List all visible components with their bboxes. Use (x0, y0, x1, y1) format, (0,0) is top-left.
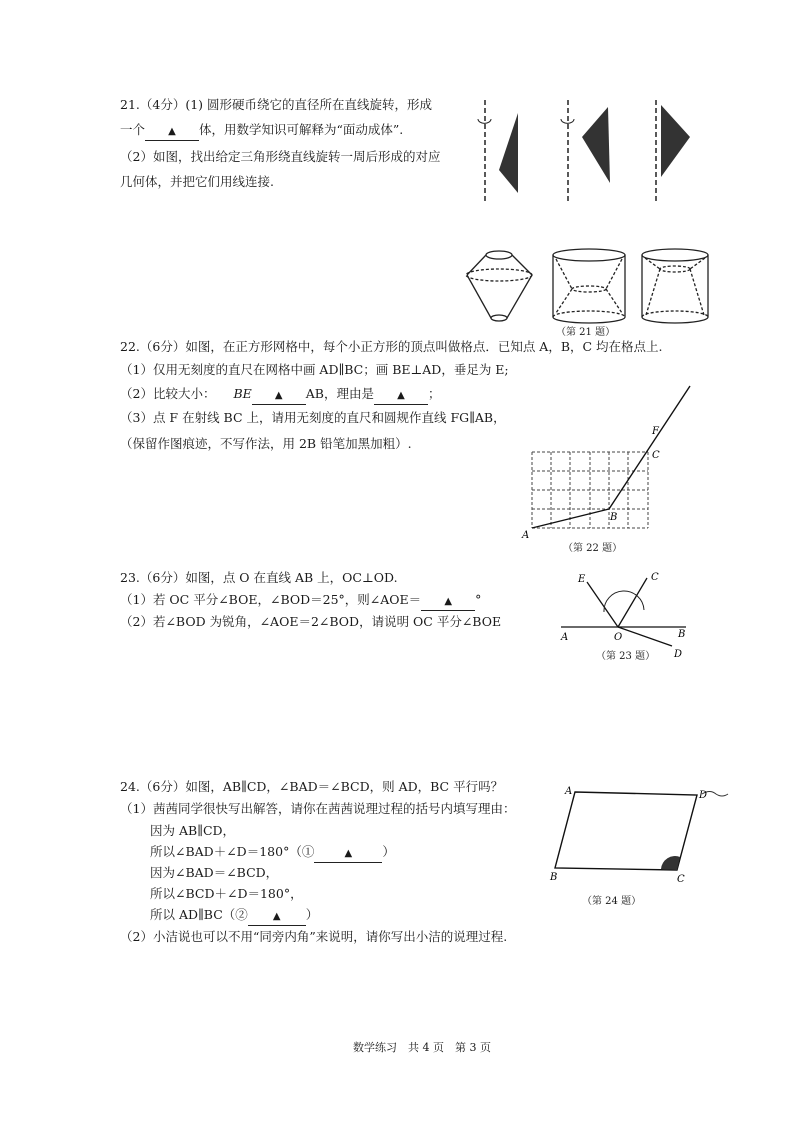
q22-label-a: A (522, 530, 530, 541)
q24-line7-end: ） (305, 907, 319, 922)
q22-ray-bc (609, 386, 690, 509)
q24-line1: 24.（6分）如图，AB∥CD，∠BAD＝∠BCD，则 AD，BC 平行吗？ (120, 779, 504, 794)
q23-label-o: O (614, 632, 623, 643)
q21-triangle-3[interactable] (656, 100, 690, 203)
q21-line4: 几何体，并把它们用线连接. (120, 174, 274, 189)
q23-line2 (120, 592, 481, 611)
q24-label-a: A (565, 786, 573, 797)
q21-solid-3[interactable] (642, 249, 708, 323)
page-footer: 数学练习 共 4 页 第 3 页 (353, 1041, 491, 1054)
q22-line1: 22.（6分）如图，在正方形网格中，每个小正方形的顶点叫做格点．已知点 A，B，C 均在格点上. (120, 339, 663, 354)
q23-answer-blank[interactable] (421, 592, 475, 611)
q23-label-d: D (674, 649, 683, 660)
q23-label-c: C (651, 572, 659, 583)
q21-triangle-1[interactable] (478, 100, 518, 203)
q21-line1: 21.（4分）(1) 圆形硬币绕它的直径所在直线旋转，形成 (120, 97, 433, 112)
q23-label-a: A (561, 632, 569, 643)
q21-solid-1[interactable] (466, 251, 532, 321)
q22-line3-be: BE (233, 386, 252, 401)
q24-label-d: D (699, 790, 708, 801)
q22-label-b: B (610, 512, 618, 523)
q21-solids-figure (462, 245, 717, 330)
q21-line2-start: 一个 (120, 122, 146, 137)
q24-reason2-blank[interactable] (248, 907, 306, 926)
q22-line4: （3）点 F 在射线 BC 上，请用无刻度的直尺和圆规作直线 FG∥AB， (120, 410, 506, 425)
q22-line3-end: ； (427, 386, 441, 401)
q24-figure[interactable] (545, 782, 735, 885)
q23-ray-od (618, 627, 672, 646)
q22-caption: （第 22 题） (563, 543, 623, 554)
q24-caption: （第 24 题） (582, 896, 642, 907)
q24-angle-c-mark (661, 856, 680, 870)
q22-segment-ab (532, 509, 609, 528)
q24-line6: 所以∠BCD＋∠D＝180°， (150, 886, 303, 901)
q22-line2: （1）仅用无刻度的直尺在网格中画 AD∥BC；画 BE⊥AD，垂足为 E; (120, 362, 509, 377)
q21-answer-blank[interactable] (145, 122, 199, 141)
q21-line3: （2）如图，找出给定三角形绕直线旋转一周后形成的对应 (120, 149, 441, 164)
q21-solid-2[interactable] (553, 249, 625, 323)
q22-label-f: F (652, 426, 659, 437)
q24-line5: 因为∠BAD＝∠BCD， (150, 865, 279, 880)
q22-compare-blank[interactable] (252, 386, 306, 405)
q22-label-c: C (652, 450, 660, 461)
q23-line2-end: ° (475, 592, 482, 607)
q24-line4-start: 所以∠BAD＋∠D＝180°（① (150, 844, 315, 859)
q24-label-b: B (550, 872, 558, 883)
q21-line2 (120, 122, 403, 141)
q24-line4-end: ） (382, 844, 395, 859)
q23-line3: （2）若∠BOD 为锐角，∠AOE＝2∠BOD，请说明 OC 平分∠BOE (120, 614, 502, 629)
q22-line3-ab: AB，理由是 (305, 386, 374, 401)
q22-line5: （保留作图痕迹，不写作法，用 2B 铅笔加黑加粗）. (120, 436, 412, 451)
q21-caption: （第 21 题） (556, 327, 616, 338)
q22-line3 (120, 386, 441, 405)
q24-line2: （1）茜茜同学很快写出解答，请你在茜茜说理过程的括号内填写理由： (120, 801, 516, 816)
q23-label-e: E (578, 574, 586, 585)
q24-reason1-blank[interactable] (314, 844, 382, 863)
q24-line4 (150, 844, 395, 863)
q22-line3-start: （2）比较大小： (120, 386, 216, 401)
q22-reason-blank[interactable] (374, 386, 428, 405)
q24-line3: 因为 AB∥CD， (150, 823, 236, 838)
q21-blank-triangle: ▲ (168, 126, 176, 137)
q21-triangles-figure (470, 95, 710, 205)
q24-blank-triangle-1: ▲ (344, 848, 353, 859)
q23-line1: 23.（6分）如图，点 O 在直线 AB 上，OC⊥OD. (120, 570, 398, 585)
q24-line8: （2）小洁说也可以不用“同旁内角”来说明，请你写出小洁的说理过程. (120, 929, 508, 944)
q24-blank-triangle-2: ▲ (272, 911, 281, 922)
q22-grid (532, 452, 648, 528)
q23-label-b: B (678, 629, 686, 640)
q22-grid-figure[interactable] (522, 380, 702, 540)
q21-triangle-2[interactable] (561, 100, 610, 203)
q24-line7-start: 所以 AD∥BC（② (150, 907, 248, 922)
q24-line7 (150, 907, 318, 926)
q23-line2-start: （1）若 OC 平分∠BOE，∠BOD＝25°，则∠AOE＝ (120, 592, 422, 607)
q23-caption: （第 23 题） (596, 651, 656, 662)
q22-blank-triangle-2: ▲ (397, 390, 405, 401)
q23-blank-triangle: ▲ (444, 596, 453, 607)
q24-label-c: C (677, 874, 685, 885)
q23-ray-oe (587, 582, 618, 627)
q21-line2-end: 体，用数学知识可解释为“面动成体”. (199, 122, 404, 137)
q22-blank-triangle-1: ▲ (274, 390, 283, 401)
